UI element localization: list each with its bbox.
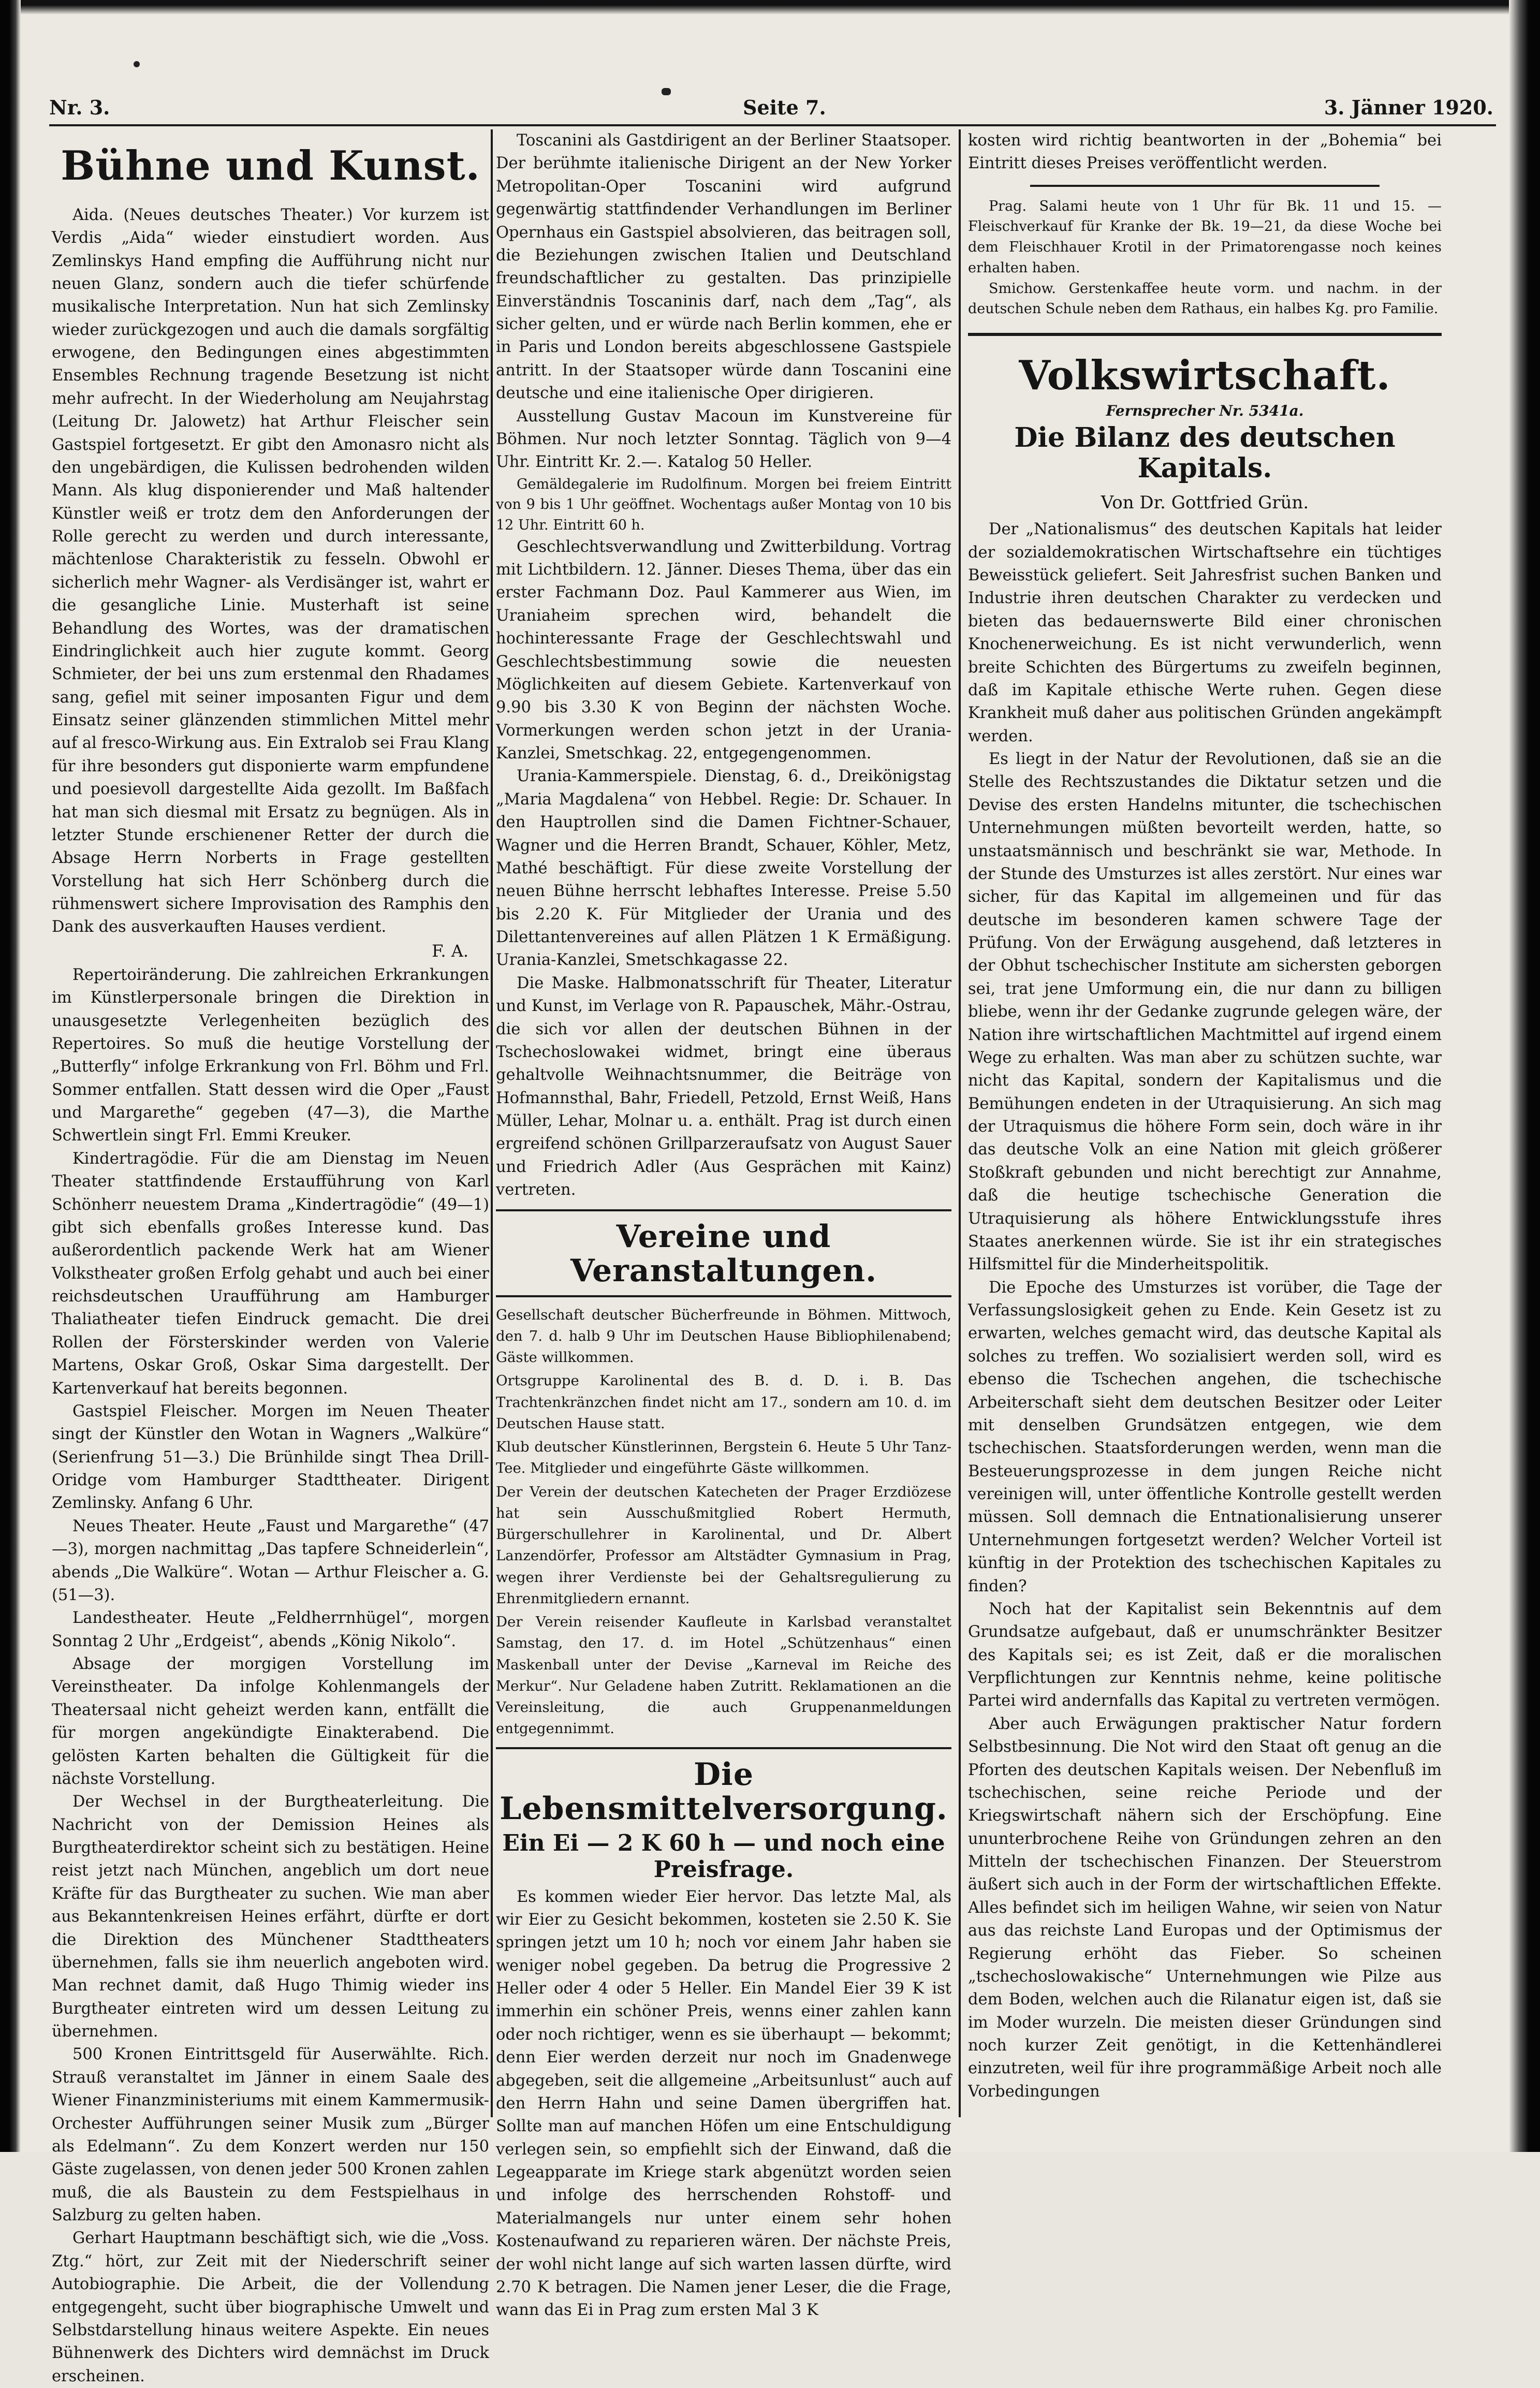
section-title-volkswirtschaft: Volkswirtschaft. <box>1019 351 1391 399</box>
article-aida: Aida. (Neues deutsches Theater.) Vor kurzem ist Verdis „Aida“ wieder einstudiert worden. Aus Zemlinskys Hand empfing die Aufführung nicht nur neuen Glanz, sondern auch die tiefer schürfende musikalische Interpretation. Nun hat sich Zemlinsky wieder zurückgezogen und auch die damals sorgfältig erwogene, den Bedingungen eines abgestimmten Ensembles Rechnung tragende Besetzung ist nicht mehr aufrecht. In der Wiederholung am Neujahrstag (Leitung Dr. Jalowetz) hat Arthur Fleischer sein Gastspiel fortgesetzt. Er gibt den Amonasro nicht als den ungebärdigen, die Kulissen bedrohenden wilden Mann. Als klug disponierender und Maß haltender Künstler weiß er trotz dem den Anforderungen der Rolle gerecht zu werden und durch interessante, mächtenlose Charakteristik zu fesseln. Obwohl er sicherlich mehr Wagner- als Verdisänger ist, wahrt er die gesangliche Linie. Musterhaft ist seine Behandlung des Wortes, was der dramatischen Eindringlichkeit auch hier zugute kommt. Georg Schmieter, der bei uns zum erstenmal den Rhadames sang, gefiel mit seiner imposanten Figur und dem Einsatz seiner glänzenden stimmlichen Mittel mehr auf al fresco-Wirkung aus. Ein Extralob sei Frau Klang für ihre besonders gut disponierte warm empfundene und poesievoll dargestellte Aida gezollt. Im Baßfach hat man sich diesmal mit Ersatz zu begnügen. Als in letzter Stunde erschienener Retter der durch die Absage Herrn Norberts in Frage gestellten Vorstellung hat sich Herr Schönberg durch die rühmenswert sichere Improvisation des Ramphis den Dank des ausverkauften Hauses verdient. <box>52 206 489 936</box>
article-absage: Absage der morgigen Vorstellung im Vereinstheater. Da infolge Kohlenmangels der Theatersaal nicht geheizt werden kann, entfällt die für morgen angekündigte Einakterabend. Die gelösten Karten behalten die Gültigkeit für die nächste Vorstellung. <box>52 1655 489 1788</box>
column-rule <box>959 129 961 2117</box>
article-bilanz-p5: Aber auch Erwägungen praktischer Natur fordern Selbstbesinnung. Die Not wird den Staat oft genug an die Pforten des deutschen Kapitals weisen. Der Nebenfluß im tschechischen, seine reiche Periode und der Kriegswirtschaft nähern sich der Erschöpfung. Eine ununterbrochene Reihe von Gründungen zehren an den Mitteln der tschechischen Finanzen. Der Steuerstrom äußert sich auch in der Form der wirtschaftlichen Effekte. Alles befindet sich im heiligen Wahne, wir seien von Natur aus das reichste Land Europas und der Optimismus der Regierung erhöht das Fieber. So scheinen „tschechoslowakische“ Unternehmungen wie Pilze aus dem Boden, welchen auch die Rilanatur eigen ist, daß sie im Moder wurzeln. Die meisten dieser Gründungen sind noch kurzer Zeit genötigt, in die Kettenhändlerei einzutreten, weil für ihre programmäßige Arbeit noch alle Vorbedingungen <box>968 1715 1442 2101</box>
notice-prag-salami: Prag. Salami heute von 1 Uhr für Bk. 11 und 15. — Fleischverkauf für Kranke der Bk. 19—21, da diese Woche bei dem Fleischhauer Krotil in der Primatorengasse noch keines erhalten haben. <box>968 198 1442 276</box>
article-kammerer: Geschlechtsverwandlung und Zwitterbildung. Vortrag mit Lichtbildern. 12. Jänner. Dieses Thema, über das ein erster Fachmann Doz. Paul Kammerer aus Wien, im Uraniaheim sprechen wird, behandelt die hochinteressante Frage der Geschlechtswahl und Geschlechtsbestimmung sowie die neuesten Möglichkeiten auf diesem Gebiete. Kartenverkauf von 9.90 bis 3.30 K von Beginn der nächsten Woche. Vormerkungen werden schon jetzt in der Urania-Kanzlei, Smetschkag. 22, entgegengenommen. <box>496 537 951 763</box>
notice-smichow: Smichow. Gerstenkaffee heute vorm. und nachm. in der deutschen Schule neben dem Rathaus, ein halbes Kg. pro Familie. <box>968 280 1442 317</box>
article-bilanz-p2: Es liegt in der Natur der Revolutionen, daß sie an die Stelle des Rechtszustandes die Diktatur setzen und die Devise des ersten Handelns mitunter, die tschechischen Unternehmungen müßten bevorteilt werden, hatte, so unstaatsmännisch und beschränkt sie war, Methode. In der Stunde des Umsturzes ist alles zerstört. Nur eines war sicher, für das Kapital im allgemeinen und für das deutsche im besonderen kamen schwere Tage der Prüfung. Von der Erwägung ausgehend, daß letzteres in der Obhut tschechischer Institute am sichersten geborgen sei, trat jene Umformung ein, die nur dann zu billigen bliebe, wenn ihr der Gedanke zugrunde gelegen wäre, der Nation ihre wirtschaftlichen Machtmittel auf irgend einem Wege zu erhalten. Was man aber zu schützen suchte, war nicht das Kapital, sondern der Kapitalismus und die Bemühungen endeten in der Utraquisierung. An sich mag der Utraquismus die höhere Form sein, doch wäre in ihr das deutsche Volk an eine Nation mit gleich größerer Stoßkraft gebunden und nicht berechtigt zur Annahme, daß die heutige tschechische Generation die Utraquisierung als höhere Entwicklungsstufe ihres Staates anerkennen würde. Sie ist ihr ein strategisches Hilfsmittel für die Minderheitspolitik. <box>968 750 1442 1274</box>
column-rule <box>491 129 493 2117</box>
notice-buecherfreunde: Gesellschaft deutscher Bücherfreunde in Böhmen. Mittwoch, den 7. d. halb 9 Uhr im Deutschen Hause Bibliophilenabend; Gäste willkommen. <box>496 1306 951 1366</box>
section-title-buehne: Bühne und Kunst. <box>61 142 480 189</box>
article-gastspiel: Gastspiel Fleischer. Morgen im Neuen Theater singt der Künstler den Wotan in Wagners „Walküre“ (Serienfrung 51—3.) Die Brünhilde singt Thea Drill-Oridge vom Hamburger Stadttheater. Dirigent Zemlinsky. Anfang 6 Uhr. <box>52 1402 489 1513</box>
article-eier: Es kommen wieder Eier hervor. Das letzte Mal, als wir Eier zu Gesicht bekommen, kosteten sie 2.50 K. Sie springen jetzt um 10 h; noch vor einem Jahr haben sie weniger nobel gegeben. Da betrug die Progressive 2 Heller oder 4 oder 5 Heller. Ein Mandel Eier 39 K ist immerhin ein schöner Preis, wenns einer zahlen kann oder noch richtiger, wenn es sie überhaupt — bekommt; denn Eier werden derzeit nur noch im Gnadenwege abgegeben, seit die allgemeine „Arbeitsunlust“ auch auf den Herrn Hahn und seine Damen übergriffen hat. Sollte man auf manchen Höfen um eine Entschuldigung verlegen sein, so empfiehlt sich der Einwand, daß die Legeapparate im Kriege stark abgenützt worden seien und infolge des herrschenden Rohstoff- und Materialmangels nur unter einem sehr hohen Kostenaufwand zu reparieren wären. Der nächste Preis, der wohl nicht lange auf sich warten lassen dürfte, wird 2.70 K betragen. Die Namen jener Leser, die die Frage, wann das Ei in Prag zum ersten Mal 3 K <box>496 1887 951 2320</box>
section-title-lebensmittel: Die Lebensmittelversorgung. <box>500 1756 948 1827</box>
scan-edge-right <box>1509 0 1540 2152</box>
article-neues-theater: Neues Theater. Heute „Faust und Margarethe“ (47—3), morgen nachmittag „Das tapfere Schneiderlein“, abends „Die Walküre“. Wotan — Arthur Fleischer a. G. (51—3). <box>52 1517 489 1604</box>
page-header <box>49 96 1493 127</box>
ink-spot <box>134 61 140 67</box>
phone-number: Fernsprecher Nr. 5341a. <box>1106 402 1304 419</box>
header-rule <box>49 124 1496 126</box>
column-2 <box>496 129 951 2320</box>
article-macoun: Ausstellung Gustav Macoun im Kunstvereine für Böhmen. Nur noch letzter Sonntag. Täglich von 9—4 Uhr. Eintritt Kr. 2.—. Katalog 50 Heller. <box>496 407 951 472</box>
section-rule <box>1030 185 1380 187</box>
notice-katecheten: Der Verein der deutschen Katecheten der Prager Erzdiözese hat sein Ausschußmitglied Robert Hermuth, Bürgerschullehrer in Karolinental, und Dr. Albert Lanzendörfer, Professor am Altstädter Gymnasium in Prag, wegen ihrer Verdienste bei der Gehaltsregulierung zu Ehrenmitgliedern ernannt. <box>496 1483 951 1607</box>
article-repertoire: Repertoiränderung. Die zahlreichen Erkrankungen im Künstlerpersonale bringen die Direktion in unausgesetzte Verlegenheiten bezüglich des Repertoires. So muß die heutige Vorstellung der „Butterfly“ infolge Erkrankung von Frl. Böhm und Frl. Sommer entfallen. Statt dessen wird die Oper „Faust und Margarethe“ gegeben (47—3), die Marthe Schwertlein singt Frl. Emmi Kreuker. <box>52 965 489 1145</box>
column-1 <box>52 129 489 2385</box>
article-bilanz-p4: Noch hat der Kapitalist sein Bekenntnis auf dem Grundsatze aufgebaut, daß er unumschränkter Besitzer des Kapitals sei; es ist Zeit, daß er die moralischen Verpflichtungen zur Kenntnis nehme, keine politische Partei wird andernfalls das Kapital zu vertreten vermögen. <box>968 1600 1442 1710</box>
section-rule <box>496 1747 951 1749</box>
section-rule <box>496 1209 951 1211</box>
article-burgtheater: Der Wechsel in der Burgtheaterleitung. Die Nachricht von der Demission Heines als Burgtheaterdirektor scheint sich zu bestätigen. Heine reist jetzt nach München, angeblich um dort neue Kräfte für das Burgtheater zu suchen. Wie man aber aus Bekanntenkreisen Heines erfährt, dürfte er dort die Direktion des Münchener Stadttheaters übernehmen, falls sie ihm neuerlich angeboten wird. Man rechnet damit, daß Hugo Thimig wieder ins Burgtheater eintreten wird um dessen Leitung zu übernehmen. <box>52 1793 489 2041</box>
article-maske: Die Maske. Halbmonatsschrift für Theater, Literatur und Kunst, im Verlage von R. Papauschek, Mähr.-Ostrau, die sich vor allen der deutschen Bühnen in der Tschechoslowakei widmet, bringt eine überaus gehaltvolle Weihnachtsnummer, die Beiträge von Hofmannsthal, Bahr, Friedell, Petzold, Ernst Weiß, Hans Müller, Lehar, Molnar u. a. enthält. Prag ist durch einen ergreifend schönen Grillparzeraufsatz von August Sauer und Friedrich Adler (Aus Gesprächen mit Kainz) vertreten. <box>496 974 951 1199</box>
article-toscanini: Toscanini als Gastdirigent an der Berliner Staatsoper. Der berühmte italienische Dirigent an der New Yorker Metropolitan-Oper Toscanini wird aufgrund gegenwärtig stattfindender Verhandlungen im Berliner Opernhaus ein Gastspiel absolvieren, das beitragen soll, die Beziehungen zwischen Italien und Deutschland freundschaftlicher zu gestalten. Das prinzipielle Einverständnis Toscaninis darf, nach dem „Tag“, als sicher gelten, und er würde nach Berlin kommen, ehe er in Paris und London bereits abgeschlossene Gastspiele antritt. In der Staatsoper würde dann Toscanini eine deutsche und eine italienische Oper dirigieren. <box>496 131 951 403</box>
article-bilanz-p1: Der „Nationalismus“ des deutschen Kapitals hat leider der sozialdemokratischen Wirtschaftsehre ein tüchtiges Beweisstück geliefert. Seit Jahresfrist suchen Banken und Industrie ihren deutschen Charakter zu verdecken und bieten das bedauernswerte Bild einer chronischen Knochenerweichung. Es ist nicht verwunderlich, wenn breite Schichten des Bürgertums zu zweifeln beginnen, daß im Kapitale ethische Werte ruhen. Gegen diese Krankheit muß daher aus politischen Gründen angekämpft werden. <box>968 520 1442 745</box>
article-landestheater: Landestheater. Heute „Feldherrnhügel“, morgen Sonntag 2 Uhr „Erdgeist“, abends „König Nikolo“. <box>52 1609 489 1650</box>
scan-edge-top <box>0 0 1540 14</box>
section-title-vereine: Vereine und Veranstaltungen. <box>570 1218 877 1289</box>
notice-kuenstlerinnen: Klub deutscher Künstlerinnen, Bergstein 6. Heute 5 Uhr Tanz-Tee. Mitglieder und eingeführte Gäste willkommen. <box>496 1439 951 1477</box>
article-urania: Urania-Kammerspiele. Dienstag, 6. d., Dreikönigstag „Maria Magdalena“ von Hebbel. Regie: Dr. Schauer. In den Hauptrollen sind die Damen Fichtner-Schauer, Wagner und die Herren Brandt, Schauer, Köhler, Metz, Mathé beschäftigt. Für diese zweite Vorstellung der neuen Bühne herrscht lebhaftes Interesse. Preise 5.50 bis 2.20 K. Für Mitglieder der Urania und des Dilettantenvereines auf allen Plätzen 1 K Ermäßigung. Urania-Kanzlei, Smetschkagasse 22. <box>496 767 951 970</box>
page-number: Seite 7. <box>743 96 826 119</box>
notice-kaufleute: Der Verein reisender Kaufleute in Karlsbad veranstaltet Samstag, den 17. d. im Hotel „Schützenhaus“ einen Maskenball unter der Devise „Karneval im Reiche des Merkur“. Nur Geladene haben Zutritt. Reklamationen an die Vereinsleitung, die auch Gruppenanmeldungen entgegennimmt. <box>496 1614 951 1737</box>
article-title-bilanz: Die Bilanz des deutschen Kapitals. <box>1014 421 1396 485</box>
section-rule <box>968 333 1442 336</box>
author-initials: F. A. <box>432 941 468 961</box>
scan-edge-left <box>0 0 21 2152</box>
article-strauss: 500 Kronen Eintrittsgeld für Auserwählte. Rich. Strauß veranstaltet im Jänner in einem Saale des Wiener Finanzministeriums mit einem Kammermusik-Orchester Aufführungen seiner Musik zum „Bürger als Edelmann“. Zu dem Konzert werden nur 150 Gäste zugelassen, von denen jeder 500 Kronen zahlen muß, die als Baustein zu dem Festspielhaus in Salzburg zu gelten haben. <box>52 2045 489 2225</box>
issue-date: 3. Jänner 1920. <box>1324 96 1493 119</box>
article-bilanz-p3: Die Epoche des Umsturzes ist vorüber, die Tage der Verfassungslosigkeit gehen zu Ende. Kein Gesetz ist zu erwarten, welches gemacht wird, das deutsche Kapital als solches zu treffen. Wo sozialisiert werden soll, wird es ebenso die Tschechen angehen, die tschechische Arbeiterschaft sieht dem deutschen Besitzer oder Leiter mit denselben Grundsätzen entgegen, wie dem tschechischen. Staatsforderungen werden, wenn man die Besteuerungsprozesse in dem jungen Reiche nicht vereinigen will, unter öffentliche Kontrolle gestellt werden müssen. Soll demnach die Entnationalisierung unserer Unternehmungen fortgesetzt werden? Welcher Vorteil ist künftig in der Protektion des tschechischen Kapitales zu finden? <box>968 1278 1442 1595</box>
article-kindertragoedie: Kindertragödie. Für die am Dienstag im Neuen Theater stattfindende Erstaufführung von Karl Schönherr neuestem Drama „Kindertragödie“ (49—1) gibt sich ebenfalls großes Interesse kund. Das außerordentlich packende Werk hat am Wiener Volkstheater großen Erfolg gehabt und auch bei einer reichsdeutschen Uraufführung am Hamburger Thaliatheater tiefen Eindruck gemacht. Die drei Rollen der Försterskinder werden von Valerie Martens, Oskar Groß, Oskar Sima dargestellt. Der Kartenverkauf hat bereits begonnen. <box>52 1149 489 1398</box>
notice-karolinental: Ortsgruppe Karolinental des B. d. D. i. B. Das Trachtenkränzchen findet nicht am 17., sondern am 10. d. im Deutschen Hause statt. <box>496 1372 951 1432</box>
ink-spot <box>662 88 671 95</box>
article-gemaeldegalerie: Gemäldegalerie im Rudolfinum. Morgen bei freiem Eintritt von 9 bis 1 Uhr geöffnet. Wochentags außer Montag von 10 bis 12 Uhr. Eintritt 60 h. <box>496 476 951 533</box>
article-eier-continued: kosten wird richtig beantworten in der „Bohemia“ bei Eintritt dieses Preises veröffentlicht werden. <box>968 131 1442 173</box>
section-rule <box>496 1295 951 1297</box>
column-3 <box>968 129 1442 2128</box>
article-author: Von Dr. Gottfried Grün. <box>1101 492 1309 514</box>
issue-number: Nr. 3. <box>49 96 110 119</box>
section-subtitle-ei: Ein Ei — 2 K 60 h — und noch eine Preisfrage. <box>502 1829 945 1883</box>
article-hauptmann: Gerhart Hauptmann beschäftigt sich, wie die „Voss. Ztg.“ hört, zur Zeit mit der Niederschrift seiner Autobiographie. Die Arbeit, die der Vollendung entgegengeht, sucht über biographische Umwelt und Selbstdarstellung hinaus weitere Aspekte. Ein neues Bühnenwerk des Dichters wird demnächst im Druck erscheinen. <box>52 2229 489 2385</box>
